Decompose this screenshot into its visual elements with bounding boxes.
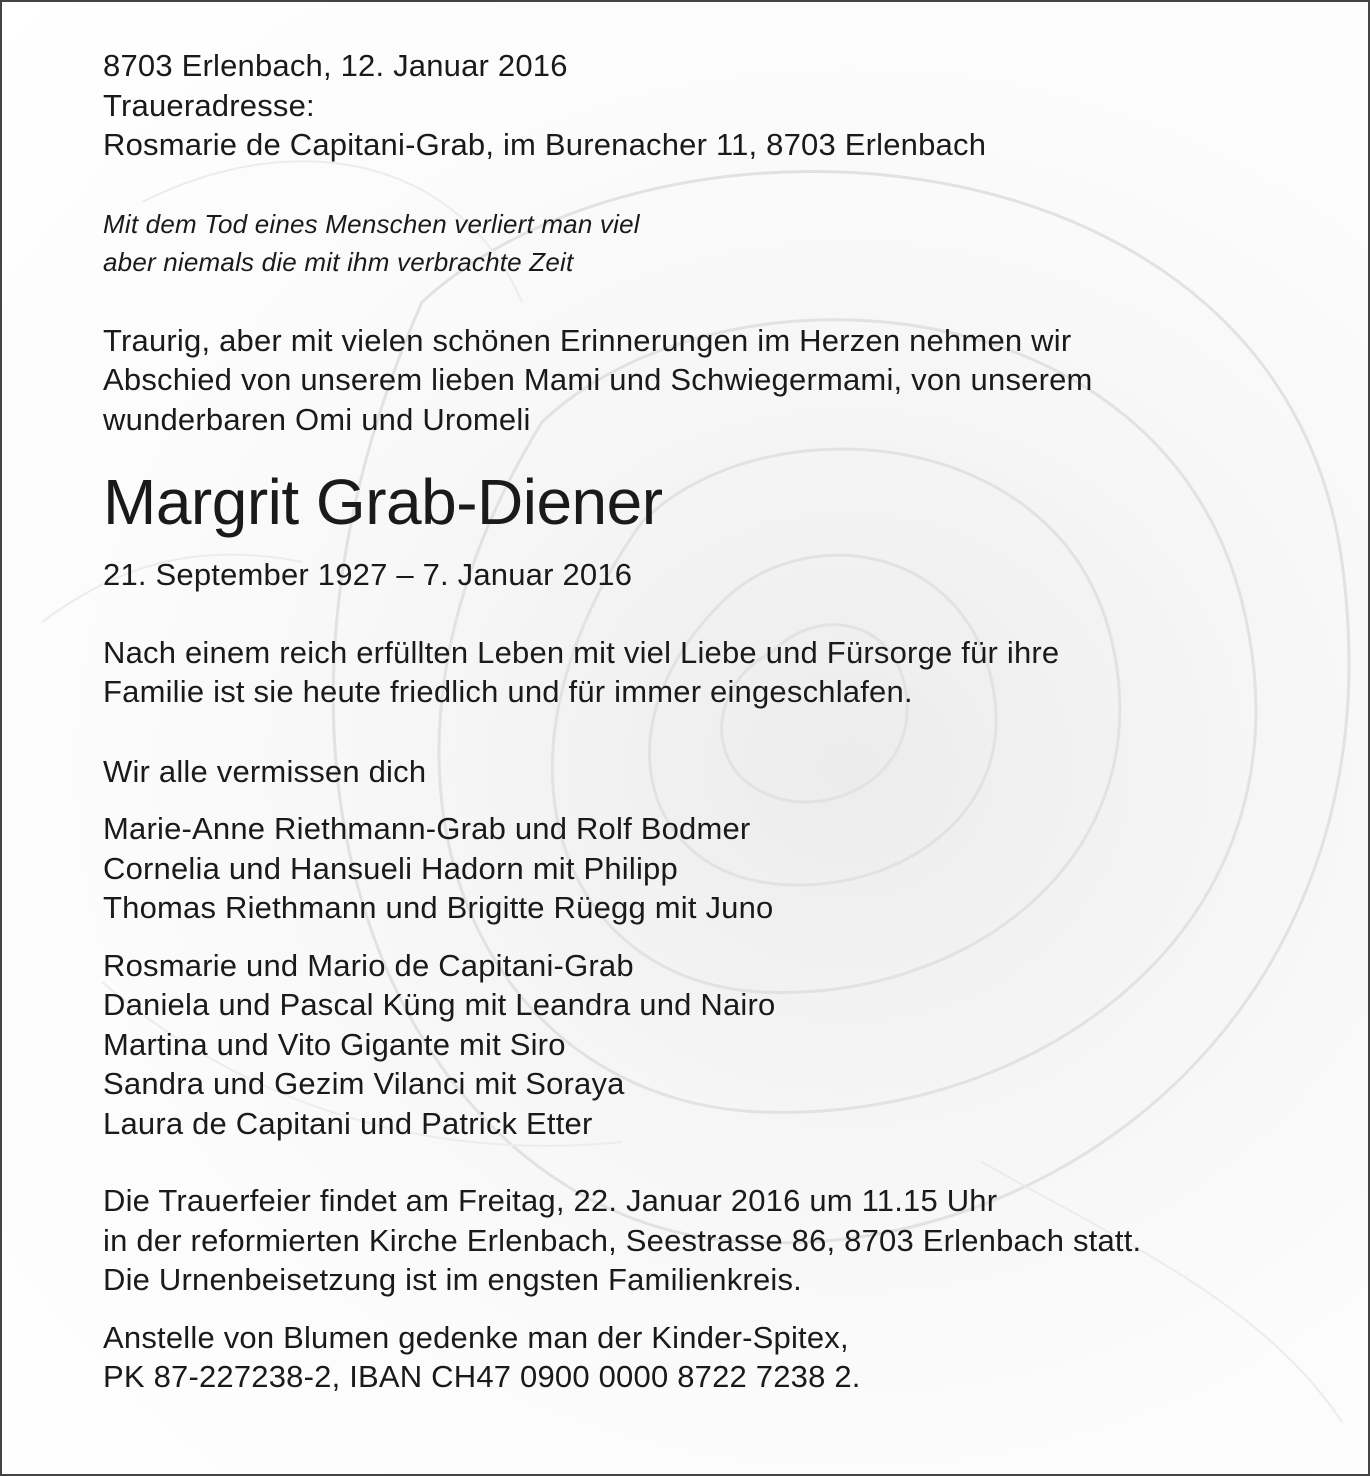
address-text: Rosmarie de Capitani-Grab, im Burenacher 11, 8703 Erlenbach (103, 127, 987, 162)
family-member: Sandra und Gezim Vilanci mit Soraya (103, 1066, 625, 1101)
miss-line: Wir alle vermissen dich (103, 753, 427, 789)
service-line: in der reformierten Kirche Erlenbach, Seestrasse 86, 8703 Erlenbach statt. (103, 1222, 1142, 1258)
memorial-quote (103, 205, 1333, 281)
obituary-text (103, 46, 1333, 1397)
family-member: Martina und Vito Gigante mit Siro (103, 1026, 566, 1062)
farewell-line: Familie ist sie heute friedlich und für immer eingeschlafen. (103, 674, 913, 709)
service-line: Die Urnenbeisetzung ist im engsten Familienkreis. (103, 1262, 802, 1297)
family-member: Rosmarie und Mario de Capitani-Grab (103, 947, 634, 983)
mourning-address (103, 86, 1333, 165)
family-group (103, 809, 1333, 928)
family-member: Marie-Anne Riethmann-Grab und Rolf Bodmer (103, 811, 751, 846)
deceased-name: Margrit Grab-Diener (103, 466, 663, 538)
funeral-service-info (103, 1181, 1333, 1300)
intro-line: wunderbaren Omi und Uromeli (103, 401, 531, 437)
life-dates: 21. September 1927 – 7. Januar 2016 (103, 557, 633, 592)
family-member: Daniela und Pascal Küng mit Leandra und Nairo (103, 987, 776, 1022)
place-date: 8703 Erlenbach, 12. Januar 2016 (103, 48, 568, 83)
service-line: Die Trauerfeier findet am Freitag, 22. Januar 2016 um 11.15 Uhr (103, 1183, 998, 1218)
address-label: Traueradresse: (103, 87, 315, 123)
farewell-line: Nach einem reich erfüllten Leben mit viel Liebe und Fürsorge für ihre (103, 634, 1060, 670)
intro-paragraph (103, 321, 1333, 440)
family-group (103, 946, 1333, 1144)
donation-info (103, 1318, 1333, 1397)
donation-line: PK 87-227238-2, IBAN CH47 0900 0000 8722 7238 2. (103, 1359, 861, 1394)
donation-line: Anstelle von Blumen gedenke man der Kinder-Spitex, (103, 1319, 849, 1355)
family-member: Laura de Capitani und Patrick Etter (103, 1105, 593, 1141)
family-member: Cornelia und Hansueli Hadorn mit Philipp (103, 850, 678, 886)
farewell-paragraph (103, 633, 1333, 712)
family-member: Thomas Riethmann und Brigitte Rüegg mit Juno (103, 890, 774, 925)
quote-line: Mit dem Tod eines Menschen verliert man viel (103, 208, 640, 239)
intro-line: Traurig, aber mit vielen schönen Erinnerungen im Herzen nehmen wir (103, 322, 1072, 358)
quote-line: aber niemals die mit ihm verbrachte Zeit (103, 246, 574, 277)
intro-line: Abschied von unserem lieben Mami und Schwiegermami, von unserem (103, 362, 1093, 397)
